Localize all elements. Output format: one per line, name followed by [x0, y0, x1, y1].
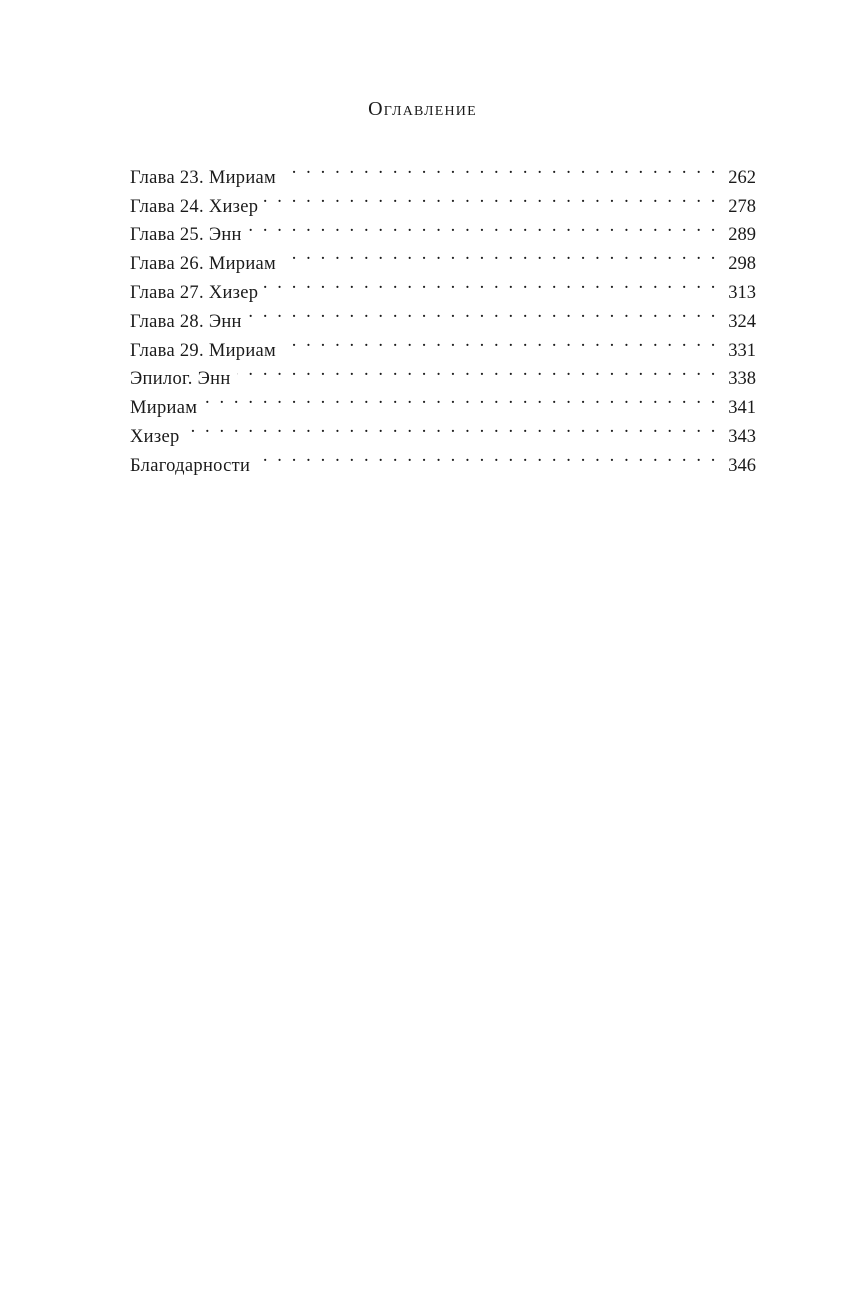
toc-entry-title: Глава 25. Энн	[130, 225, 242, 246]
toc-entry-page: 331	[728, 340, 756, 361]
toc-entry-page: 324	[728, 311, 756, 332]
toc-entry-page: 289	[728, 225, 756, 246]
toc-entry-page: 341	[728, 398, 756, 419]
toc-entry	[130, 413, 756, 447]
toc-entry-title: Эпилог. Энн	[130, 369, 231, 390]
toc-entry-page: 313	[728, 282, 756, 303]
toc-entry-title: Глава 29. Мириам	[130, 340, 277, 361]
toc-dot-leader	[282, 327, 718, 356]
table-of-contents	[130, 154, 756, 476]
toc-entry	[130, 384, 756, 419]
toc-entry-title: Глава 24. Хизер	[130, 196, 259, 217]
toc-dot-leader	[248, 212, 718, 241]
toc-entry-title: Глава 27. Хизер	[130, 282, 259, 303]
toc-dot-leader	[203, 384, 718, 413]
toc-entry-title: Благодарности	[130, 455, 251, 476]
toc-dot-leader	[264, 269, 718, 298]
toc-dot-leader	[248, 298, 718, 327]
toc-entry-title: Глава 26. Мириам	[130, 254, 277, 275]
toc-dot-leader	[186, 413, 718, 442]
toc-entry-page: 346	[728, 455, 756, 476]
page-title: Оглавление	[368, 98, 477, 120]
toc-dot-leader	[256, 442, 718, 471]
toc-entry-title: Мириам	[130, 398, 198, 419]
toc-entry-page: 343	[728, 426, 756, 447]
toc-dot-leader	[264, 183, 718, 212]
toc-entry-page: 298	[728, 254, 756, 275]
toc-entry-title: Хизер	[130, 426, 180, 447]
toc-entry-page: 338	[728, 369, 756, 390]
toc-dot-leader	[282, 240, 718, 269]
toc-entry-page: 278	[728, 196, 756, 217]
toc-entry-title: Глава 28. Энн	[130, 311, 242, 332]
toc-entry	[130, 154, 756, 188]
toc-entry-title: Глава 23. Мириам	[130, 167, 277, 188]
toc-entry-page: 262	[728, 167, 756, 188]
toc-dot-leader	[282, 154, 718, 183]
toc-dot-leader	[237, 356, 718, 385]
toc-entry	[130, 442, 756, 476]
